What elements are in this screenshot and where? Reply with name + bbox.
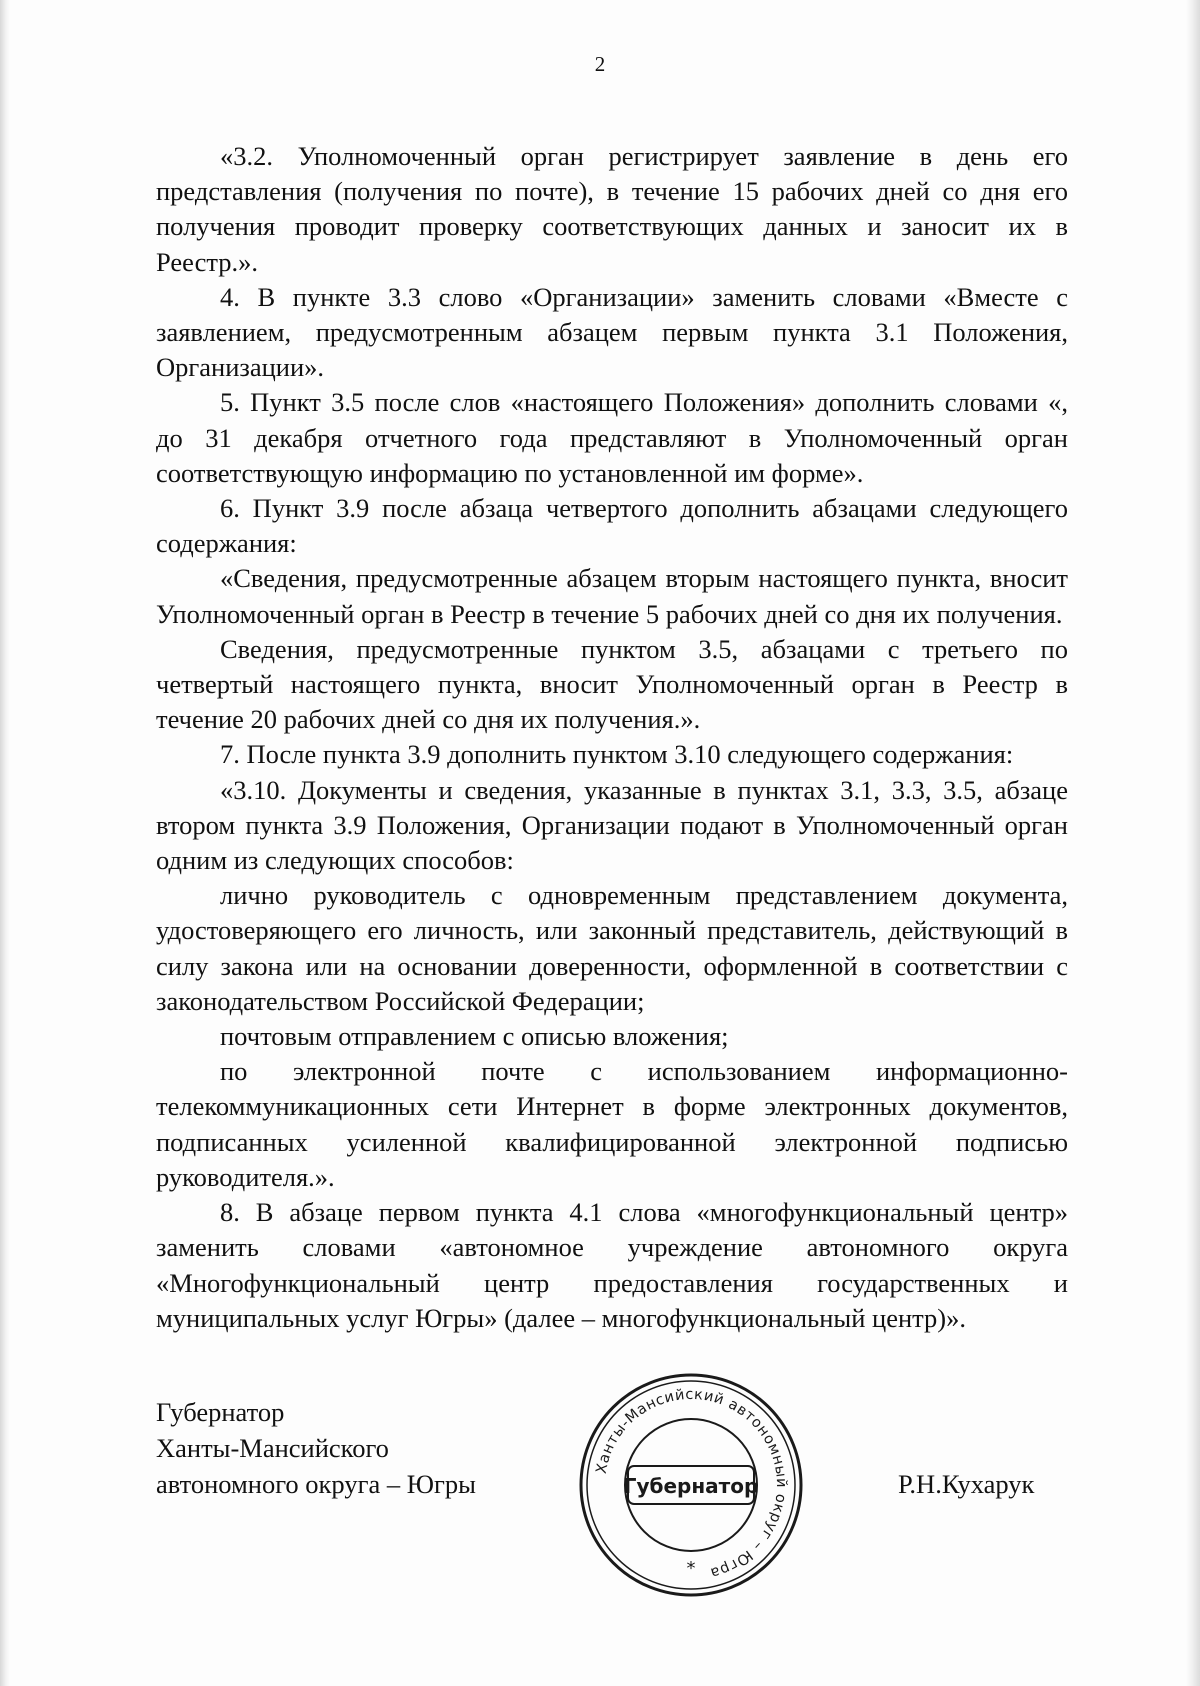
paragraph-item-7: 7. После пункта 3.9 дополнить пунктом 3.10 следующего содержания: — [220, 739, 1014, 770]
paragraph-3-10: «3.10. Документы и сведения, указанные в пунктах 3.1, 3.3, 3.5, абзаце втором пункта 3.9 Положения, Организации подают в Уполномоченный орган одним из следующих способов: — [156, 774, 1068, 876]
signer-name: Р.Н.Кухарук — [898, 1469, 1035, 1499]
signature-title-line2: Ханты-Мансийского — [156, 1433, 389, 1463]
page-number: 2 — [594, 52, 606, 76]
scan-edge-left — [0, 0, 10, 1686]
paragraph-3-2: «3.2. Уполномоченный орган регистрирует заявление в день его представления (получения по почте), в течение 15 рабочих дней со дня его получения проводит проверку соответствующих данных и заносит их в Реестр.». — [156, 141, 1068, 277]
paragraph-quote-svedeniya-1: «Сведения, предусмотренные абзацем вторым настоящего пункта, вносит Уполномоченный орган в Реестр в течение 5 рабочих дней со дня их получения. — [156, 563, 1068, 629]
paragraph-method-in-person: лично руководитель с одновременным представлением документа, удостоверяющего его личность, или законный представитель, действующий в силу закона или на основании доверенности, оформленной в соответствии с законодательством Российской Федерации; — [156, 880, 1068, 1016]
document-body — [156, 139, 1068, 1336]
paragraph-method-email: по электронной почте с использованием информационно-телекоммуникационных сети Интернет в форме электронных документов, подписанных усиленной квалифицированной электронной подписью руководителя.». — [156, 1056, 1068, 1192]
paragraph-method-post: почтовым отправлением с описью вложения; — [220, 1021, 729, 1052]
governor-seal — [576, 1370, 806, 1600]
signature-title-line3: автономного округа – Югры — [156, 1469, 476, 1499]
scan-edge-right — [1186, 0, 1200, 1686]
signature-title-block — [156, 1394, 476, 1502]
seal-center-text: Губернатор — [623, 1474, 759, 1498]
paragraph-quote-svedeniya-2: Сведения, предусмотренные пунктом 3.5, абзацами с третьего по четвертый настоящего пункта, вносит Уполномоченный орган в Реестр в течение 20 рабочих дней со дня их получения.». — [156, 633, 1068, 735]
paragraph-item-4: 4. В пункте 3.3 слово «Организации» заменить словами «Вместе с заявлением, предусмотренным абзацем первым пункта 3.1 Положения, Организации». — [156, 281, 1068, 383]
signature-title-line1: Губернатор — [156, 1397, 285, 1427]
seal-ring-text: Ханты-Мансийский автономный округ – Югра — [593, 1386, 790, 1581]
seal-star: * — [686, 1558, 696, 1579]
paragraph-item-6: 6. Пункт 3.9 после абзаца четвертого дополнить абзацами следующего содержания: — [156, 493, 1068, 559]
paragraph-item-8: 8. В абзаце первом пункта 4.1 слова «многофункциональный центр» заменить словами «автономное учреждение автономного округа «Многофункциональный центр предоставления государственных и муниципальных услуг Югры» (далее – многофункциональный центр)». — [156, 1197, 1068, 1333]
paragraph-item-5: 5. Пункт 3.5 после слов «настоящего Положения» дополнить словами «, до 31 декабря отчетного года представляют в Уполномоченный орган соответствующую информацию по установленной им форме». — [156, 387, 1068, 488]
